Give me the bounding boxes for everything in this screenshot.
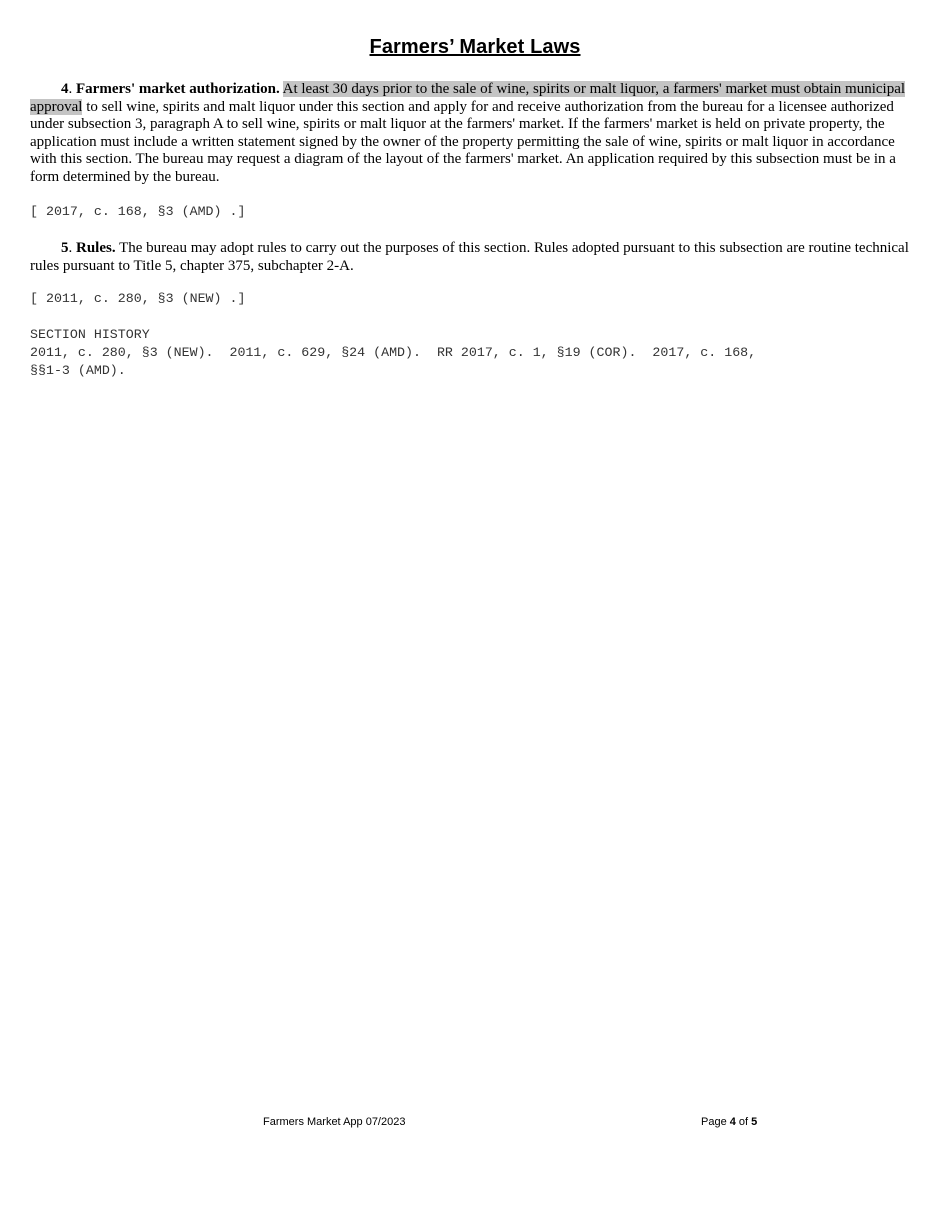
section-history-line: 2011, c. 280, §3 (NEW). 2011, c. 629, §24 (AMD). RR 2017, c. 1, §19 (COR). 2017, c. 168, <box>30 345 757 360</box>
page-of: of <box>735 1116 752 1128</box>
highlighted-text: At least 30 days prior to the sale of wine, spirits or malt liquor, a farmers' market must obtain municipal approval <box>30 81 906 115</box>
footer-doc-label: Farmers Market App 07/2023 <box>263 1116 406 1128</box>
subsection-heading: Farmers' market authorization. <box>76 81 280 97</box>
page-title: Farmers’ Market Laws <box>369 36 581 58</box>
footer-page-number <box>701 1116 757 1128</box>
page-prefix: Page <box>701 1116 730 1128</box>
subsection-number: 5 <box>61 240 69 256</box>
citation-sub4: [ 2017, c. 168, §3 (AMD) .] <box>30 204 246 219</box>
section-history-heading: SECTION HISTORY <box>30 327 150 342</box>
page-current: 4 <box>729 1116 736 1128</box>
subsection-heading: Rules. <box>76 240 116 256</box>
subsection-number: 4 <box>61 81 69 97</box>
page-total: 5 <box>751 1116 758 1128</box>
subsection-body: to sell wine, spirits and malt liquor under this section and apply for and receive authorization from the bureau for a licensee authorized under subsection 3, paragraph A to sell wine, spirits or malt liquor at the farmers' market. If the farmers' market is held on private property, the application must include a written statement signed by the owner of the property permitting the sale of wine, spirits or malt liquor in accordance with this section. The bureau may request a diagram of the layout of the farmers' market. An application required by this subsection must be in a form determined by the bureau. <box>30 98 896 185</box>
subsection-4: 4. Farmers' market authorization. At least 30 days prior to the sale of wine, spirits or malt liquor, a farmers' market must obtain municipal approval to sell wine, spirits and malt liquor under this section and apply for and receive authorization from the bureau for a licensee authorized under subsection 3, paragraph A to sell wine, spirits or malt liquor at the farmers' market. If the farmers' market is held on private property, the application must include a written statement signed by the owner of the property permitting the sale of wine, spirits or malt liquor in accordance with this section. The bureau may request a diagram of the layout of the farmers' market. An application required by this subsection must be in a form determined by the bureau. <box>30 81 906 185</box>
subsection-body: The bureau may adopt rules to carry out the purposes of this section. Rules adopted pursuant to this subsection are routine technical rules pursuant to Title 5, chapter 375, subchapter 2-A. <box>30 240 909 274</box>
citation-sub5: [ 2011, c. 280, §3 (NEW) .] <box>30 291 246 306</box>
section-history-line: §§1-3 (AMD). <box>30 363 126 378</box>
subsection-5: 5. Rules. The bureau may adopt rules to carry out the purposes of this section. Rules adopted pursuant to this subsection are routine technical rules pursuant to Title 5, chapter 375, subchapter 2-A. <box>30 240 909 274</box>
